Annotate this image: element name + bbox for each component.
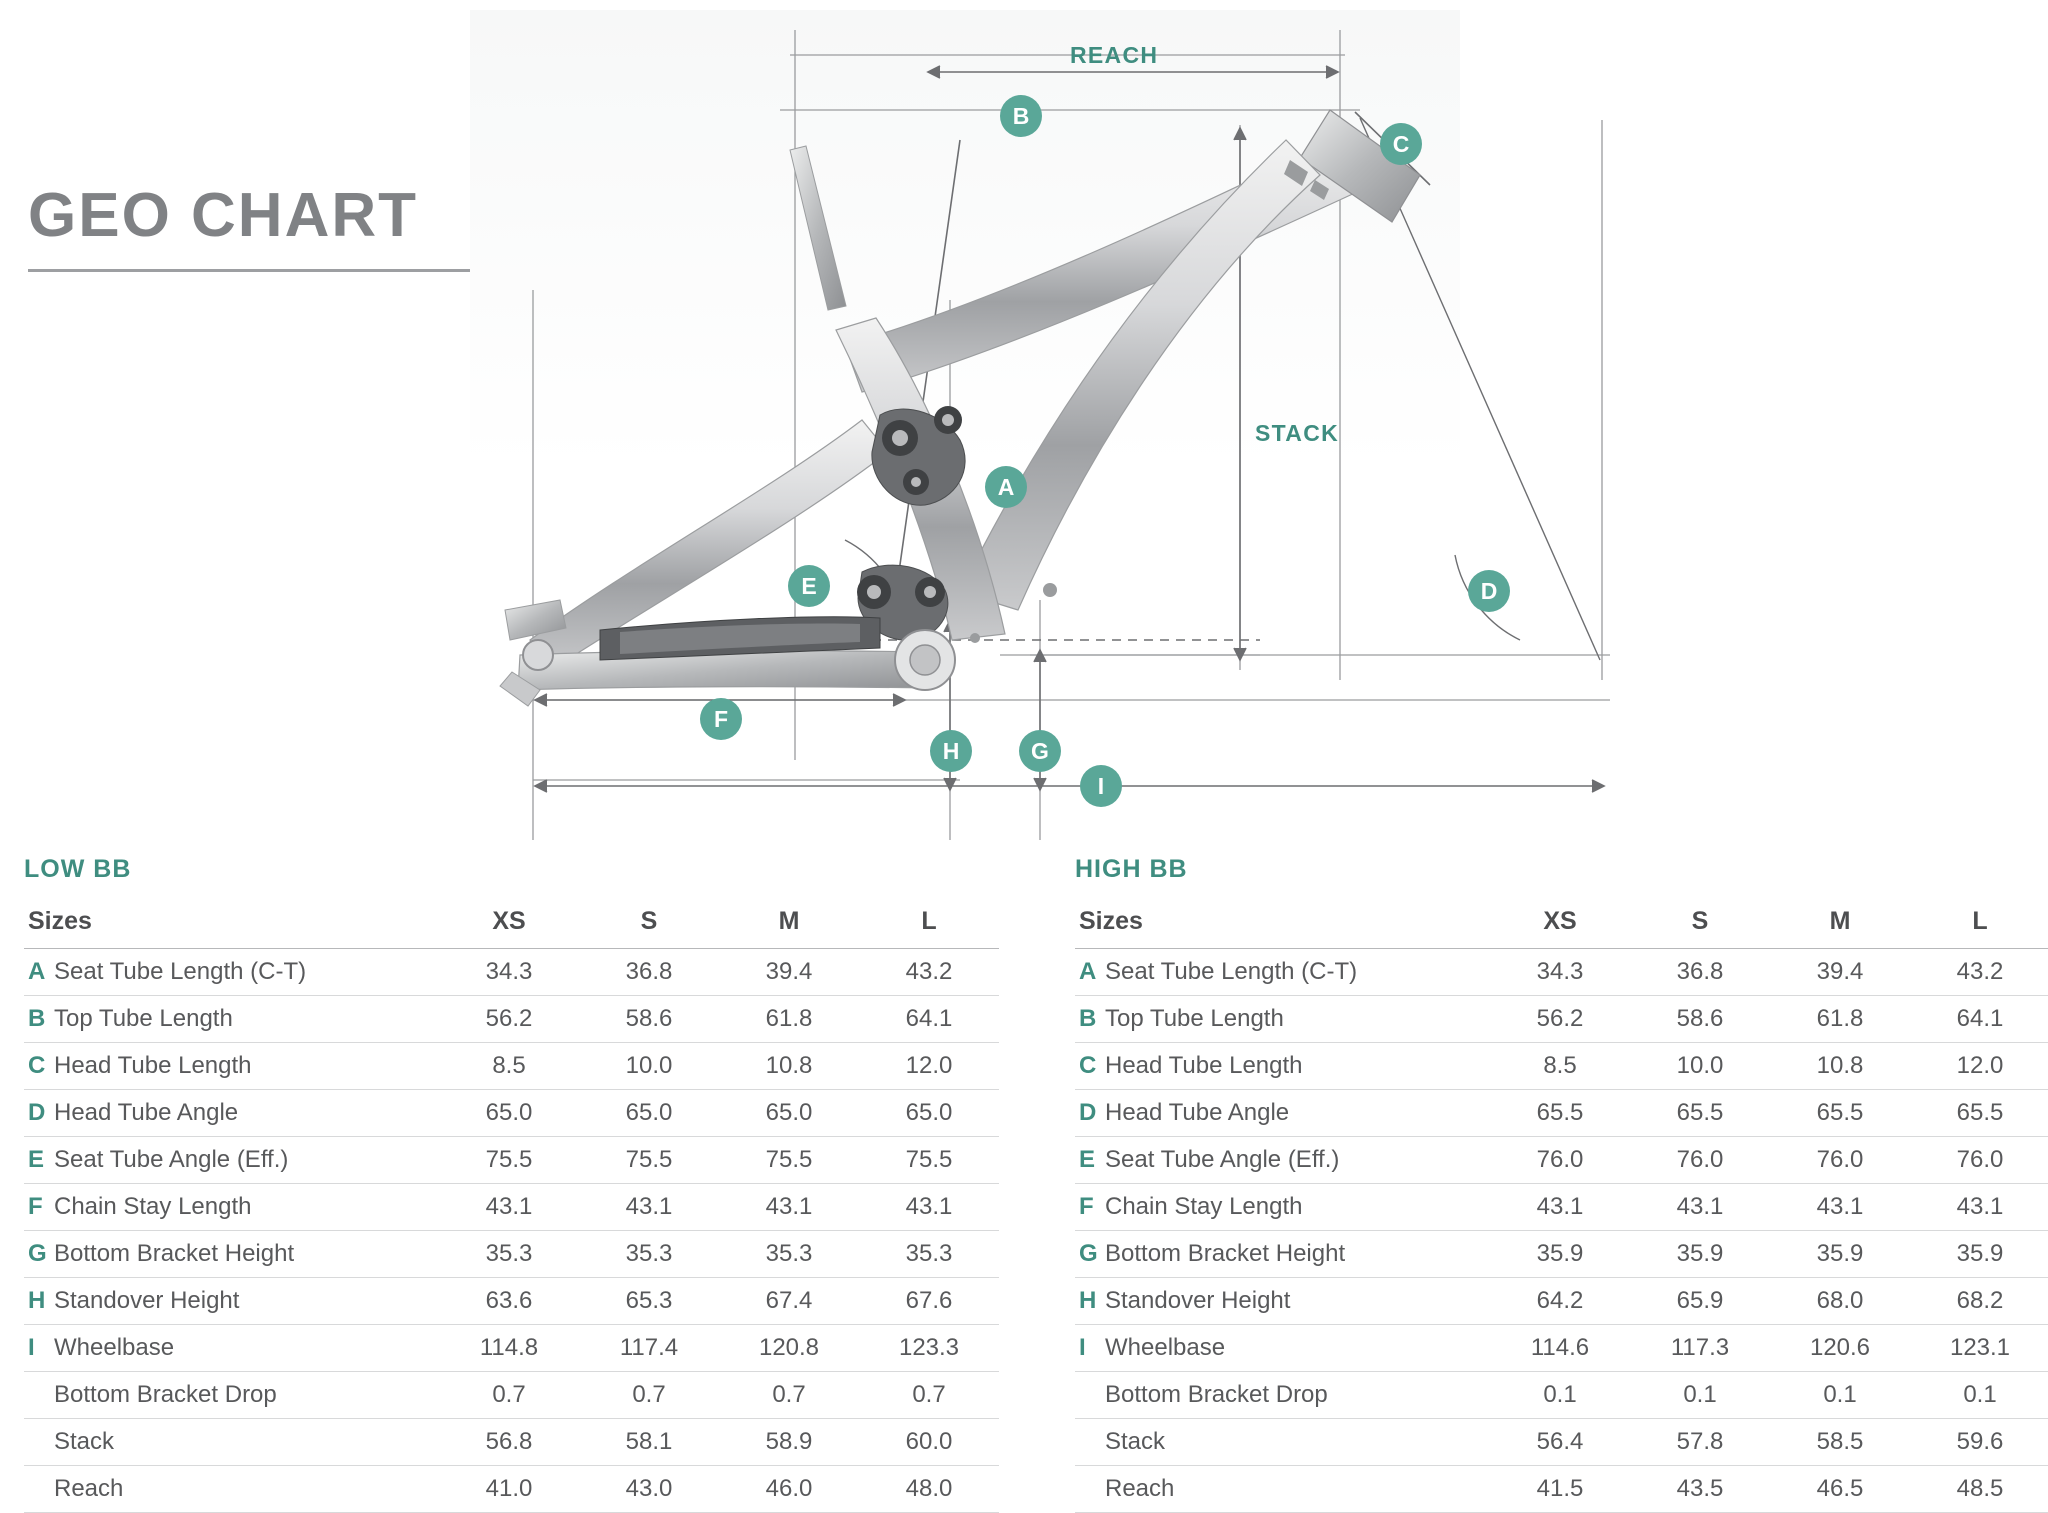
- cell-xs: 35.9: [1490, 1231, 1630, 1278]
- callout-c: C: [1380, 123, 1422, 165]
- callout-a: A: [985, 466, 1027, 508]
- row-key: B: [1079, 1005, 1097, 1032]
- low-bb-table-block: [24, 855, 999, 1513]
- cell-m: 39.4: [1770, 949, 1910, 996]
- cell-xs: 35.3: [439, 1231, 579, 1278]
- row-name: Wheelbase: [54, 1334, 175, 1361]
- cell-s: 57.8: [1630, 1419, 1770, 1466]
- table-row: [24, 1325, 999, 1372]
- row-key: I: [28, 1334, 35, 1361]
- table-row: [24, 1137, 999, 1184]
- cell-xs: 114.8: [439, 1325, 579, 1372]
- cell-m: 58.9: [719, 1419, 859, 1466]
- cell-s: 36.8: [1630, 949, 1770, 996]
- cell-s: 43.1: [1630, 1184, 1770, 1231]
- row-name: Bottom Bracket Height: [54, 1240, 295, 1267]
- cell-s: 43.5: [1630, 1466, 1770, 1513]
- row-key: G: [1079, 1240, 1098, 1267]
- cell-l: 65.5: [1910, 1090, 2048, 1137]
- cell-m: 35.3: [719, 1231, 859, 1278]
- row-key: E: [1079, 1146, 1096, 1173]
- cell-xs: 64.2: [1490, 1278, 1630, 1325]
- header-size-l: L: [1910, 898, 2048, 949]
- cell-s: 117.3: [1630, 1325, 1770, 1372]
- cell-m: 61.8: [1770, 996, 1910, 1043]
- table-row: [24, 1278, 999, 1325]
- cell-s: 0.1: [1630, 1372, 1770, 1419]
- table-row: [1075, 1043, 2048, 1090]
- row-key: C: [1079, 1052, 1097, 1079]
- cell-s: 35.3: [579, 1231, 719, 1278]
- table-row: [1075, 996, 2048, 1043]
- cell-m: 65.0: [719, 1090, 859, 1137]
- cell-xs: 0.7: [439, 1372, 579, 1419]
- callout-i: I: [1080, 765, 1122, 807]
- cell-l: 68.2: [1910, 1278, 2048, 1325]
- header-size-l: L: [859, 898, 999, 949]
- cell-xs: 75.5: [439, 1137, 579, 1184]
- cell-xs: 8.5: [1490, 1043, 1630, 1090]
- cell-l: 75.5: [859, 1137, 999, 1184]
- cell-l: 48.5: [1910, 1466, 2048, 1513]
- cell-m: 46.5: [1770, 1466, 1910, 1513]
- reach-label: REACH: [1070, 42, 1159, 68]
- cell-l: 0.7: [859, 1372, 999, 1419]
- cell-s: 58.6: [579, 996, 719, 1043]
- table-row: [24, 1043, 999, 1090]
- cell-xs: 65.0: [439, 1090, 579, 1137]
- cell-s: 43.0: [579, 1466, 719, 1513]
- row-name: Head Tube Length: [1105, 1052, 1303, 1079]
- cell-l: 65.0: [859, 1090, 999, 1137]
- cell-xs: 56.4: [1490, 1419, 1630, 1466]
- cell-xs: 34.3: [1490, 949, 1630, 996]
- table-header-row: [1075, 898, 2048, 949]
- cell-m: 35.9: [1770, 1231, 1910, 1278]
- row-name: Head Tube Angle: [54, 1099, 239, 1126]
- cell-s: 65.9: [1630, 1278, 1770, 1325]
- cell-m: 75.5: [719, 1137, 859, 1184]
- cell-xs: 114.6: [1490, 1325, 1630, 1372]
- cell-m: 120.6: [1770, 1325, 1910, 1372]
- table-row: [24, 1419, 999, 1466]
- row-key: H: [1079, 1287, 1097, 1314]
- row-name: Chain Stay Length: [1105, 1193, 1303, 1220]
- row-key: C: [28, 1052, 46, 1079]
- cell-xs: 56.2: [439, 996, 579, 1043]
- table-row: [1075, 1372, 2048, 1419]
- table-row: [24, 1231, 999, 1278]
- cell-m: 10.8: [719, 1043, 859, 1090]
- cell-s: 58.1: [579, 1419, 719, 1466]
- high-bb-table: [1075, 898, 2048, 1513]
- cell-xs: 63.6: [439, 1278, 579, 1325]
- table-row: [24, 1372, 999, 1419]
- row-name: Reach: [1105, 1475, 1175, 1502]
- cell-l: 0.1: [1910, 1372, 2048, 1419]
- cell-l: 43.1: [1910, 1184, 2048, 1231]
- row-key: I: [1079, 1334, 1086, 1361]
- cell-l: 35.3: [859, 1231, 999, 1278]
- header-size-xs: XS: [439, 898, 579, 949]
- cell-l: 64.1: [859, 996, 999, 1043]
- table-header-row: [24, 898, 999, 949]
- header-size-s: S: [579, 898, 719, 949]
- cell-s: 43.1: [579, 1184, 719, 1231]
- row-name: Head Tube Length: [54, 1052, 252, 1079]
- cell-s: 76.0: [1630, 1137, 1770, 1184]
- table-row: [1075, 1137, 2048, 1184]
- cell-l: 60.0: [859, 1419, 999, 1466]
- cell-l: 59.6: [1910, 1419, 2048, 1466]
- table-row: [24, 996, 999, 1043]
- cell-xs: 56.2: [1490, 996, 1630, 1043]
- cell-s: 10.0: [579, 1043, 719, 1090]
- table-row: [24, 1184, 999, 1231]
- cell-xs: 0.1: [1490, 1372, 1630, 1419]
- row-name: Seat Tube Length (C-T): [54, 958, 307, 985]
- cell-m: 61.8: [719, 996, 859, 1043]
- cell-s: 58.6: [1630, 996, 1770, 1043]
- cell-xs: 8.5: [439, 1043, 579, 1090]
- row-name: Standover Height: [1105, 1287, 1291, 1314]
- cell-m: 43.1: [1770, 1184, 1910, 1231]
- cell-m: 67.4: [719, 1278, 859, 1325]
- cell-m: 43.1: [719, 1184, 859, 1231]
- row-key: H: [28, 1287, 46, 1314]
- row-key: B: [28, 1005, 46, 1032]
- callout-d: D: [1468, 570, 1510, 612]
- cell-s: 117.4: [579, 1325, 719, 1372]
- cell-l: 48.0: [859, 1466, 999, 1513]
- cell-xs: 34.3: [439, 949, 579, 996]
- cell-xs: 76.0: [1490, 1137, 1630, 1184]
- cell-l: 67.6: [859, 1278, 999, 1325]
- cell-m: 76.0: [1770, 1137, 1910, 1184]
- cell-l: 43.2: [1910, 949, 2048, 996]
- cell-xs: 41.5: [1490, 1466, 1630, 1513]
- cell-m: 46.0: [719, 1466, 859, 1513]
- row-name: Top Tube Length: [54, 1005, 233, 1032]
- cell-l: 12.0: [1910, 1043, 2048, 1090]
- cell-s: 10.0: [1630, 1043, 1770, 1090]
- callout-g: G: [1019, 730, 1061, 772]
- row-name: Top Tube Length: [1105, 1005, 1284, 1032]
- row-name: Bottom Bracket Drop: [54, 1381, 277, 1408]
- cell-m: 0.1: [1770, 1372, 1910, 1419]
- cell-s: 65.5: [1630, 1090, 1770, 1137]
- row-name: Seat Tube Angle (Eff.): [1105, 1146, 1340, 1173]
- cell-m: 120.8: [719, 1325, 859, 1372]
- table-row: [1075, 1278, 2048, 1325]
- high-bb-title: HIGH BB: [1075, 855, 1188, 883]
- header-size-xs: XS: [1490, 898, 1630, 949]
- cell-s: 65.0: [579, 1090, 719, 1137]
- cell-m: 39.4: [719, 949, 859, 996]
- table-row: [1075, 1419, 2048, 1466]
- low-bb-title: LOW BB: [24, 855, 132, 883]
- row-name: Bottom Bracket Height: [1105, 1240, 1346, 1267]
- cell-l: 123.1: [1910, 1325, 2048, 1372]
- row-name: Head Tube Angle: [1105, 1099, 1290, 1126]
- callout-f: F: [700, 698, 742, 740]
- table-row: [1075, 1090, 2048, 1137]
- cell-xs: 56.8: [439, 1419, 579, 1466]
- cell-m: 58.5: [1770, 1419, 1910, 1466]
- cell-m: 68.0: [1770, 1278, 1910, 1325]
- header-size-m: M: [719, 898, 859, 949]
- table-row: [24, 1466, 999, 1513]
- row-key: F: [28, 1193, 43, 1220]
- cell-l: 76.0: [1910, 1137, 2048, 1184]
- row-name: Stack: [1105, 1428, 1166, 1455]
- row-key: D: [1079, 1099, 1097, 1126]
- header-sizes: Sizes: [1075, 898, 1490, 949]
- row-name: Stack: [54, 1428, 115, 1455]
- cell-l: 123.3: [859, 1325, 999, 1372]
- table-row: [1075, 1466, 2048, 1513]
- row-key: D: [28, 1099, 46, 1126]
- header-size-s: S: [1630, 898, 1770, 949]
- table-row: [1075, 949, 2048, 996]
- cell-l: 12.0: [859, 1043, 999, 1090]
- cell-l: 64.1: [1910, 996, 2048, 1043]
- cell-s: 0.7: [579, 1372, 719, 1419]
- table-row: [1075, 1184, 2048, 1231]
- callout-e: E: [788, 565, 830, 607]
- row-key: F: [1079, 1193, 1094, 1220]
- header-sizes: Sizes: [24, 898, 439, 949]
- row-name: Reach: [54, 1475, 124, 1502]
- cell-l: 43.1: [859, 1184, 999, 1231]
- cell-m: 0.7: [719, 1372, 859, 1419]
- cell-xs: 43.1: [1490, 1184, 1630, 1231]
- cell-xs: 41.0: [439, 1466, 579, 1513]
- stack-label: STACK: [1255, 420, 1340, 446]
- cell-xs: 65.5: [1490, 1090, 1630, 1137]
- cell-s: 65.3: [579, 1278, 719, 1325]
- cell-m: 65.5: [1770, 1090, 1910, 1137]
- table-row: [24, 1090, 999, 1137]
- row-name: Wheelbase: [1105, 1334, 1226, 1361]
- row-key: A: [1079, 958, 1097, 985]
- cell-xs: 43.1: [439, 1184, 579, 1231]
- header-size-m: M: [1770, 898, 1910, 949]
- cell-s: 36.8: [579, 949, 719, 996]
- callout-b: B: [1000, 95, 1042, 137]
- row-name: Seat Tube Length (C-T): [1105, 958, 1358, 985]
- cell-s: 75.5: [579, 1137, 719, 1184]
- table-row: [24, 949, 999, 996]
- callout-h: H: [930, 730, 972, 772]
- row-name: Chain Stay Length: [54, 1193, 252, 1220]
- cell-m: 10.8: [1770, 1043, 1910, 1090]
- cell-l: 43.2: [859, 949, 999, 996]
- row-name: Seat Tube Angle (Eff.): [54, 1146, 289, 1173]
- row-name: Bottom Bracket Drop: [1105, 1381, 1328, 1408]
- row-name: Standover Height: [54, 1287, 240, 1314]
- low-bb-table: [24, 898, 999, 1513]
- table-row: [1075, 1325, 2048, 1372]
- row-key: A: [28, 958, 46, 985]
- cell-l: 35.9: [1910, 1231, 2048, 1278]
- cell-s: 35.9: [1630, 1231, 1770, 1278]
- row-key: G: [28, 1240, 47, 1267]
- table-row: [1075, 1231, 2048, 1278]
- high-bb-table-block: [1075, 855, 2048, 1513]
- row-key: E: [28, 1146, 45, 1173]
- page-title: GEO CHART: [28, 181, 418, 250]
